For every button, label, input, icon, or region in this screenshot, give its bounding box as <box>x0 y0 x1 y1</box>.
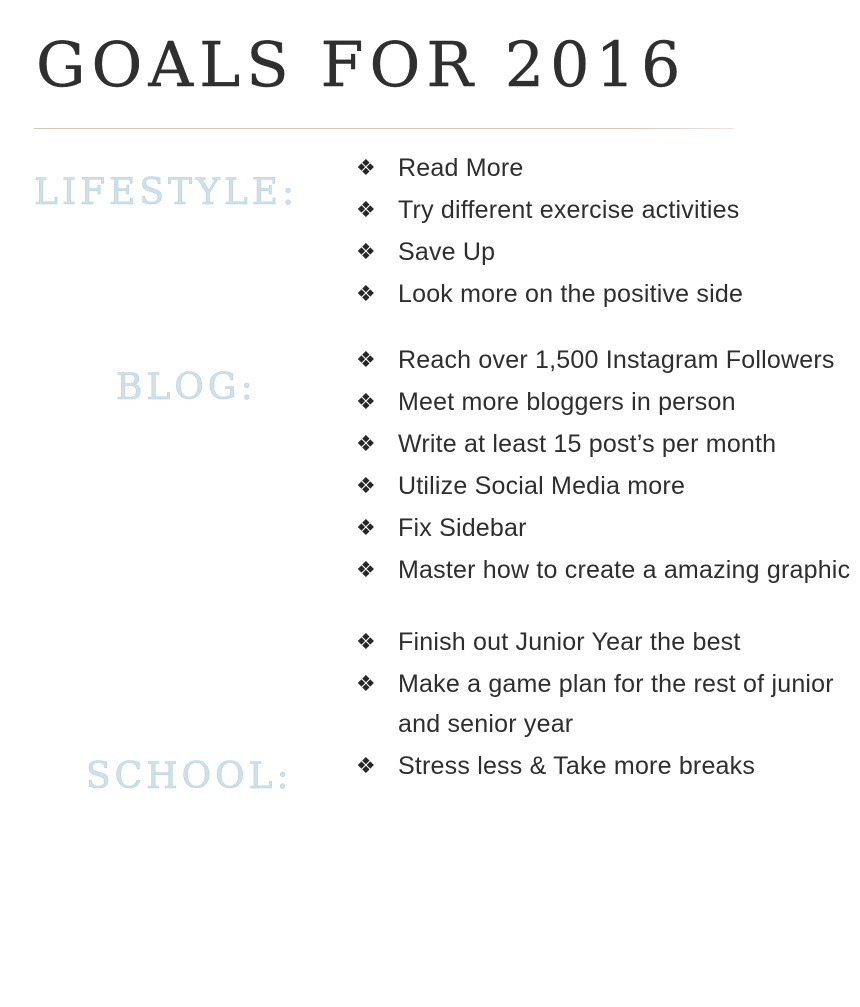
title-divider <box>34 128 734 129</box>
goals-lists <box>352 148 852 788</box>
list-item <box>352 340 852 380</box>
diamond-bullet-icon: ❖ <box>356 629 376 654</box>
page-title: GOALS FOR 2016 <box>36 28 687 101</box>
list-item <box>352 232 852 272</box>
list-item <box>352 382 852 422</box>
diamond-bullet-icon: ❖ <box>356 557 376 582</box>
diamond-bullet-icon: ❖ <box>356 389 376 414</box>
list-item <box>352 148 852 188</box>
list-item-text: Stress less & Take more breaks <box>398 752 756 780</box>
list-item <box>352 664 852 744</box>
section-heading-lifestyle: LIFESTYLE: <box>34 172 299 213</box>
diamond-bullet-icon: ❖ <box>356 347 376 372</box>
list-item-text: Fix Sidebar <box>398 514 527 542</box>
diamond-bullet-icon: ❖ <box>356 671 376 696</box>
list-item-text: Save Up <box>398 238 496 266</box>
section-heading-blog: BLOG: <box>116 367 257 408</box>
list-item <box>352 746 852 786</box>
list-item <box>352 622 852 662</box>
diamond-bullet-icon: ❖ <box>356 155 376 180</box>
diamond-bullet-icon: ❖ <box>356 515 376 540</box>
diamond-bullet-icon: ❖ <box>356 281 376 306</box>
diamond-bullet-icon: ❖ <box>356 753 376 778</box>
list-item-text: Master how to create a amazing graphic <box>398 556 851 584</box>
list-item-text: Read More <box>398 154 524 182</box>
goal-list-blog <box>352 340 852 590</box>
goal-list-school <box>352 622 852 786</box>
list-item-text: Utilize Social Media more <box>398 472 686 500</box>
diamond-bullet-icon: ❖ <box>356 431 376 456</box>
goal-group-blog <box>352 340 852 590</box>
diamond-bullet-icon: ❖ <box>356 197 376 222</box>
section-heading-school: SCHOOL: <box>86 756 293 797</box>
list-item-text: Finish out Junior Year the best <box>398 628 741 656</box>
list-item-text: Make a game plan for the rest of junior and senior year <box>398 670 834 738</box>
list-item <box>352 466 852 506</box>
list-item-text: Write at least 15 post’s per month <box>398 430 777 458</box>
list-item-text: Meet more bloggers in person <box>398 388 736 416</box>
diamond-bullet-icon: ❖ <box>356 239 376 264</box>
goal-group-lifestyle <box>352 148 852 314</box>
goal-group-school <box>352 622 852 786</box>
diamond-bullet-icon: ❖ <box>356 473 376 498</box>
list-item <box>352 190 852 230</box>
list-item-text: Reach over 1,500 Instagram Followers <box>398 346 835 374</box>
list-item <box>352 508 852 548</box>
list-item <box>352 274 852 314</box>
list-item-text: Look more on the positive side <box>398 280 744 308</box>
list-item-text: Try different exercise activities <box>398 196 740 224</box>
goal-list-lifestyle <box>352 148 852 314</box>
list-item <box>352 550 852 590</box>
list-item <box>352 424 852 464</box>
